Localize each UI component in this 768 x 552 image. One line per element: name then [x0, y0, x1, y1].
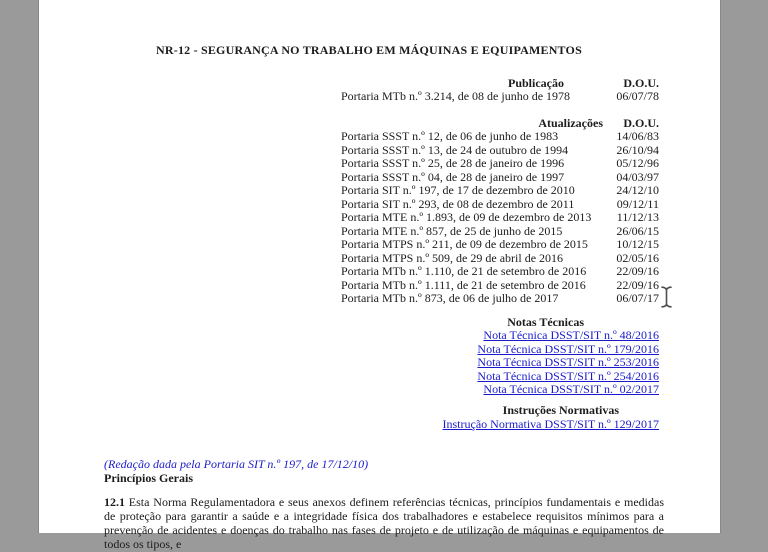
- document-page: [38, 0, 721, 551]
- publication-header-row: [341, 77, 659, 91]
- normative-instructions-links: [341, 418, 659, 432]
- portaria-text: Portaria MTE n.º 857, de 25 de junho de 2015: [341, 223, 563, 238]
- table-row: [341, 90, 659, 104]
- dou-date: 04/03/97: [616, 169, 659, 184]
- technical-note-link[interactable]: Nota Técnica DSST/SIT n.º 02/2017: [483, 382, 659, 396]
- document-title: NR-12 - SEGURANÇA NO TRABALHO EM MÁQUINAS E EQUIPAMENTOS: [156, 43, 582, 57]
- dou-date: 26/06/15: [616, 223, 659, 238]
- dou-date: 06/07/78: [616, 89, 659, 103]
- paragraph-12-1: [104, 496, 664, 552]
- table-row: [341, 171, 659, 185]
- portaria-text: Portaria MTE n.º 1.893, de 09 de dezembro de 2013: [341, 210, 592, 224]
- updates-rows: [341, 130, 659, 306]
- portaria-text: Portaria SSST n.º 13, de 24 de outubro de 1994: [341, 142, 569, 157]
- dou-date: 11/12/13: [616, 210, 659, 224]
- portaria-text: Portaria MTb n.º 1.110, de 21 de setembro de 2016: [341, 264, 587, 278]
- table-row: [341, 157, 659, 171]
- portaria-text: Portaria SSST n.º 12, de 06 de junho de 1983: [341, 129, 559, 143]
- dou-date: 24/12/10: [616, 183, 659, 197]
- portaria-text: Portaria MTPS n.º 211, de 09 de dezembro de 2015: [341, 237, 588, 251]
- updates-table: [341, 117, 659, 306]
- table-row: [341, 279, 659, 293]
- normative-instructions-section: [341, 404, 659, 431]
- amendment-note: (Redação dada pela Portaria SIT n.º 197, de 17/12/10): [104, 457, 369, 471]
- portaria-text: Portaria SSST n.º 25, de 28 de janeiro de 1996: [341, 156, 565, 170]
- table-row: [341, 238, 659, 252]
- portaria-text: Portaria MTPS n.º 509, de 29 de abril de 2016: [341, 250, 564, 265]
- portaria-text: Portaria SSST n.º 04, de 28 de janeiro de 1997: [341, 169, 565, 184]
- portaria-text: Portaria MTb n.º 1.111, de 21 de setembro de 2016: [341, 277, 586, 292]
- technical-notes-header: Notas Técnicas: [507, 314, 584, 329]
- normative-instruction-link[interactable]: Instrução Normativa DSST/SIT n.º 129/2017: [442, 416, 659, 431]
- dou-date: 02/05/16: [616, 250, 659, 265]
- dou-date: 14/06/83: [616, 129, 659, 143]
- link-line: [341, 370, 659, 384]
- dou-date: 10/12/15: [616, 237, 659, 251]
- technical-note-link[interactable]: Nota Técnica DSST/SIT n.º 48/2016: [483, 328, 659, 342]
- portaria-text: Portaria SIT n.º 197, de 17 de dezembro de 2010: [341, 183, 575, 197]
- updates-header: Atualizações: [538, 115, 603, 130]
- dou-date: 05/12/96: [616, 156, 659, 170]
- item-number: 12.1: [104, 495, 125, 509]
- portaria-text: Portaria MTb n.º 3.214, de 08 de junho de 1978: [341, 89, 571, 103]
- table-row: [341, 292, 659, 306]
- table-row: [341, 225, 659, 239]
- technical-note-link[interactable]: Nota Técnica DSST/SIT n.º 254/2016: [477, 368, 659, 383]
- dou-date: 09/12/11: [616, 196, 659, 211]
- dou-date: 22/09/16: [616, 264, 659, 278]
- portaria-text: Portaria SIT n.º 293, de 08 de dezembro de 2011: [341, 196, 575, 211]
- normative-instructions-header: Instruções Normativas: [502, 403, 619, 417]
- link-line: [341, 418, 659, 432]
- publication-table: [341, 77, 659, 104]
- link-line: [341, 356, 659, 370]
- table-row: [341, 144, 659, 158]
- table-row: [341, 184, 659, 198]
- dou-date: 22/09/16: [616, 277, 659, 292]
- publication-rows: [341, 90, 659, 104]
- text-cursor-icon: [660, 286, 673, 308]
- updates-header-row: [341, 117, 659, 131]
- link-line: [341, 329, 659, 343]
- link-line: [341, 383, 659, 397]
- dou-date: 06/07/17: [616, 291, 659, 305]
- publication-dou-header: D.O.U.: [623, 75, 659, 90]
- technical-note-link[interactable]: Nota Técnica DSST/SIT n.º 253/2016: [477, 355, 659, 369]
- dou-date: 26/10/94: [616, 142, 659, 157]
- technical-notes-links: [341, 329, 659, 397]
- technical-note-link[interactable]: Nota Técnica DSST/SIT n.º 179/2016: [477, 341, 659, 356]
- table-row: [341, 130, 659, 144]
- link-line: [341, 343, 659, 357]
- portaria-text: Portaria MTb n.º 873, de 06 de julho de 2017: [341, 291, 559, 305]
- table-row: [341, 198, 659, 212]
- section-heading: Princípios Gerais: [104, 470, 193, 485]
- publication-header: Publicação: [508, 75, 564, 90]
- technical-notes-section: [341, 316, 659, 397]
- table-row: [341, 265, 659, 279]
- paragraph-text: Esta Norma Regulamentadora e seus anexos definem referências técnicas, princípios fundamentais e medidas de proteção para garantir a saúde e a integridade física dos trabalhadores e estabelece requisitos mínimos para a prevenção de acidentes e doenças do trabalho nas fases de projeto e de utilização de máquinas e equipamentos de todos os tipos, e: [104, 495, 664, 551]
- table-row: [341, 211, 659, 225]
- table-row: [341, 252, 659, 266]
- updates-dou-header: D.O.U.: [623, 115, 659, 130]
